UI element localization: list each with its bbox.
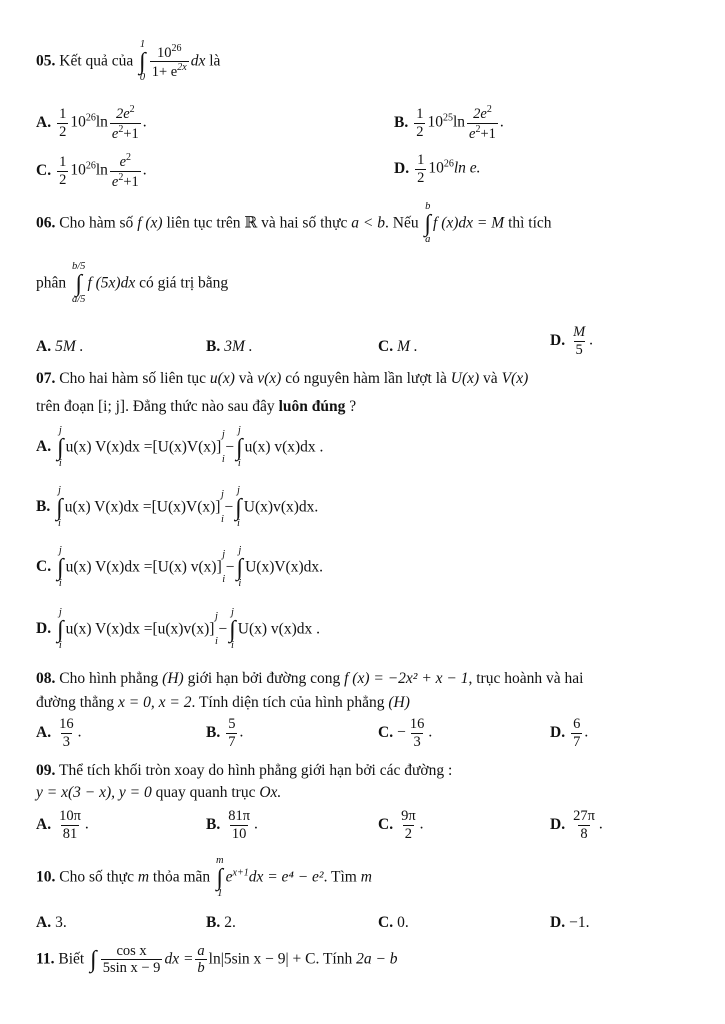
option-c[interactable]: C. $\frac{9\pi}{2}$ . [378, 808, 424, 842]
question-09-cont: y = x(3 − x), y = 0 quay quanh trục Ox. [36, 784, 282, 801]
question-10: 10. Cho số thực m thỏa mãn m ∫ 1 $e^{x+1}dx = e^4 - e^2$. Tìm m [36, 855, 372, 900]
option-c[interactable]: C. $\frac{1}{2}$ $10^{26}\ln$ $\frac{e^2}{e^2+1}$ . [36, 152, 147, 190]
integral-sign: b ∫ a [424, 201, 432, 246]
option-b[interactable]: B. 2. [206, 914, 236, 931]
integral-sign: ∫ [90, 946, 97, 973]
option-d[interactable]: D. $\frac{27\pi}{8}$ . [550, 808, 603, 842]
question-06: 06. Cho hàm số f (x) liên tục trên ℝ và hai số thực a < b. Nếu b ∫ a f (x)dx = M thì tích [36, 201, 552, 246]
option-c[interactable]: C. − $\frac{16}{3}$ . [378, 716, 433, 750]
option-b[interactable]: B. j ∫ i u(x) V(x)dx =[U(x)V(x)] j i − j ∫ i U(x)v(x)dx. [36, 485, 319, 530]
option-b[interactable]: B. $\frac{81\pi}{10}$ . [206, 808, 258, 842]
option-d[interactable]: D. $\frac{1}{2}$ $10^{26}\ln$ e. [394, 152, 481, 186]
option-b[interactable]: B. 3M . [206, 338, 253, 355]
option-b[interactable]: B. $\frac{5}{7}$ . [206, 716, 244, 750]
question-06-cont: phân b/5 ∫ a/5 f (5x)dx có giá trị bằng [36, 261, 229, 306]
option-d[interactable]: D. j ∫ i u(x) V(x)dx =[u(x)v(x)] j i − j ∫ i U(x) v(x)dx . [36, 607, 320, 652]
fraction: $\frac{10^{26}}{1+ e^{2x}}$ [151, 42, 187, 81]
integral-sign: m ∫ 1 [216, 855, 224, 900]
question-11: 11. Biết ∫ $\frac{\text{cos x}}{\text{5sin x − 9}}$ dx = $\frac{a}{b}$ ln|5sin x − 9| + C. Tính 2a − b [36, 938, 398, 982]
question-07: 07. Cho hai hàm số liên tục u(x) và v(x) có nguyên hàm lần lượt là U(x) và V(x) [36, 370, 529, 387]
option-c[interactable]: C. M . [378, 338, 418, 355]
integral-sign: 1 ∫ 0 [139, 39, 146, 84]
integral-sign: b/5 ∫ a/5 [72, 261, 86, 306]
question-07-cont: trên đoạn [i; j]. Đẳng thức nào sau đây luôn đúng ? [36, 398, 357, 415]
question-08-cont: đường thẳng x = 0, x = 2. Tính diện tích của hình phẳng (H) [36, 694, 410, 711]
option-d[interactable]: D. −1. [550, 914, 590, 931]
option-a[interactable]: A. 3. [36, 914, 67, 931]
option-c[interactable]: C. 0. [378, 914, 409, 931]
option-d[interactable]: D. $\frac{6}{7}$ . [550, 716, 589, 750]
option-c[interactable]: C. j ∫ i u(x) V(x)dx =[U(x) v(x)] j i − j ∫ i U(x)V(x)dx. [36, 545, 324, 590]
question-09: 09. Thể tích khối tròn xoay do hình phẳng giới hạn bởi các đường : [36, 762, 453, 779]
question-05: 05. Kết quả của 1 ∫ 0 $\frac{10^{26}}{1+ e^{2x}}$ dx là [36, 39, 221, 84]
question-number: 05. [36, 52, 56, 70]
option-a[interactable]: A. $\frac{16}{3}$ . [36, 716, 82, 750]
option-a[interactable]: A. 5M . [36, 338, 84, 355]
option-a[interactable]: A. $\frac{10\pi}{81}$ . [36, 808, 89, 842]
option-b[interactable]: B. $\frac{1}{2}$ $10^{25}\ln$ $\frac{2e^2}{e^2+1}$ . [394, 104, 504, 142]
option-a[interactable]: A. j ∫ i u(x) V(x)dx =[U(x)V(x)] j i − j ∫ i u(x) v(x)dx . [36, 425, 324, 470]
question-08: 08. Cho hình phẳng (H) giới hạn bởi đường cong f (x) = −2x² + x − 1, trục hoành và hai [36, 670, 584, 687]
option-a[interactable]: A. $\frac{1}{2}$ $10^{26}\ln$ $\frac{2e^2}{e^2+1}$ . [36, 104, 147, 142]
question-text: Kết quả của [59, 52, 134, 70]
option-d[interactable]: D. $\frac{M}{5}$ . [550, 324, 594, 358]
